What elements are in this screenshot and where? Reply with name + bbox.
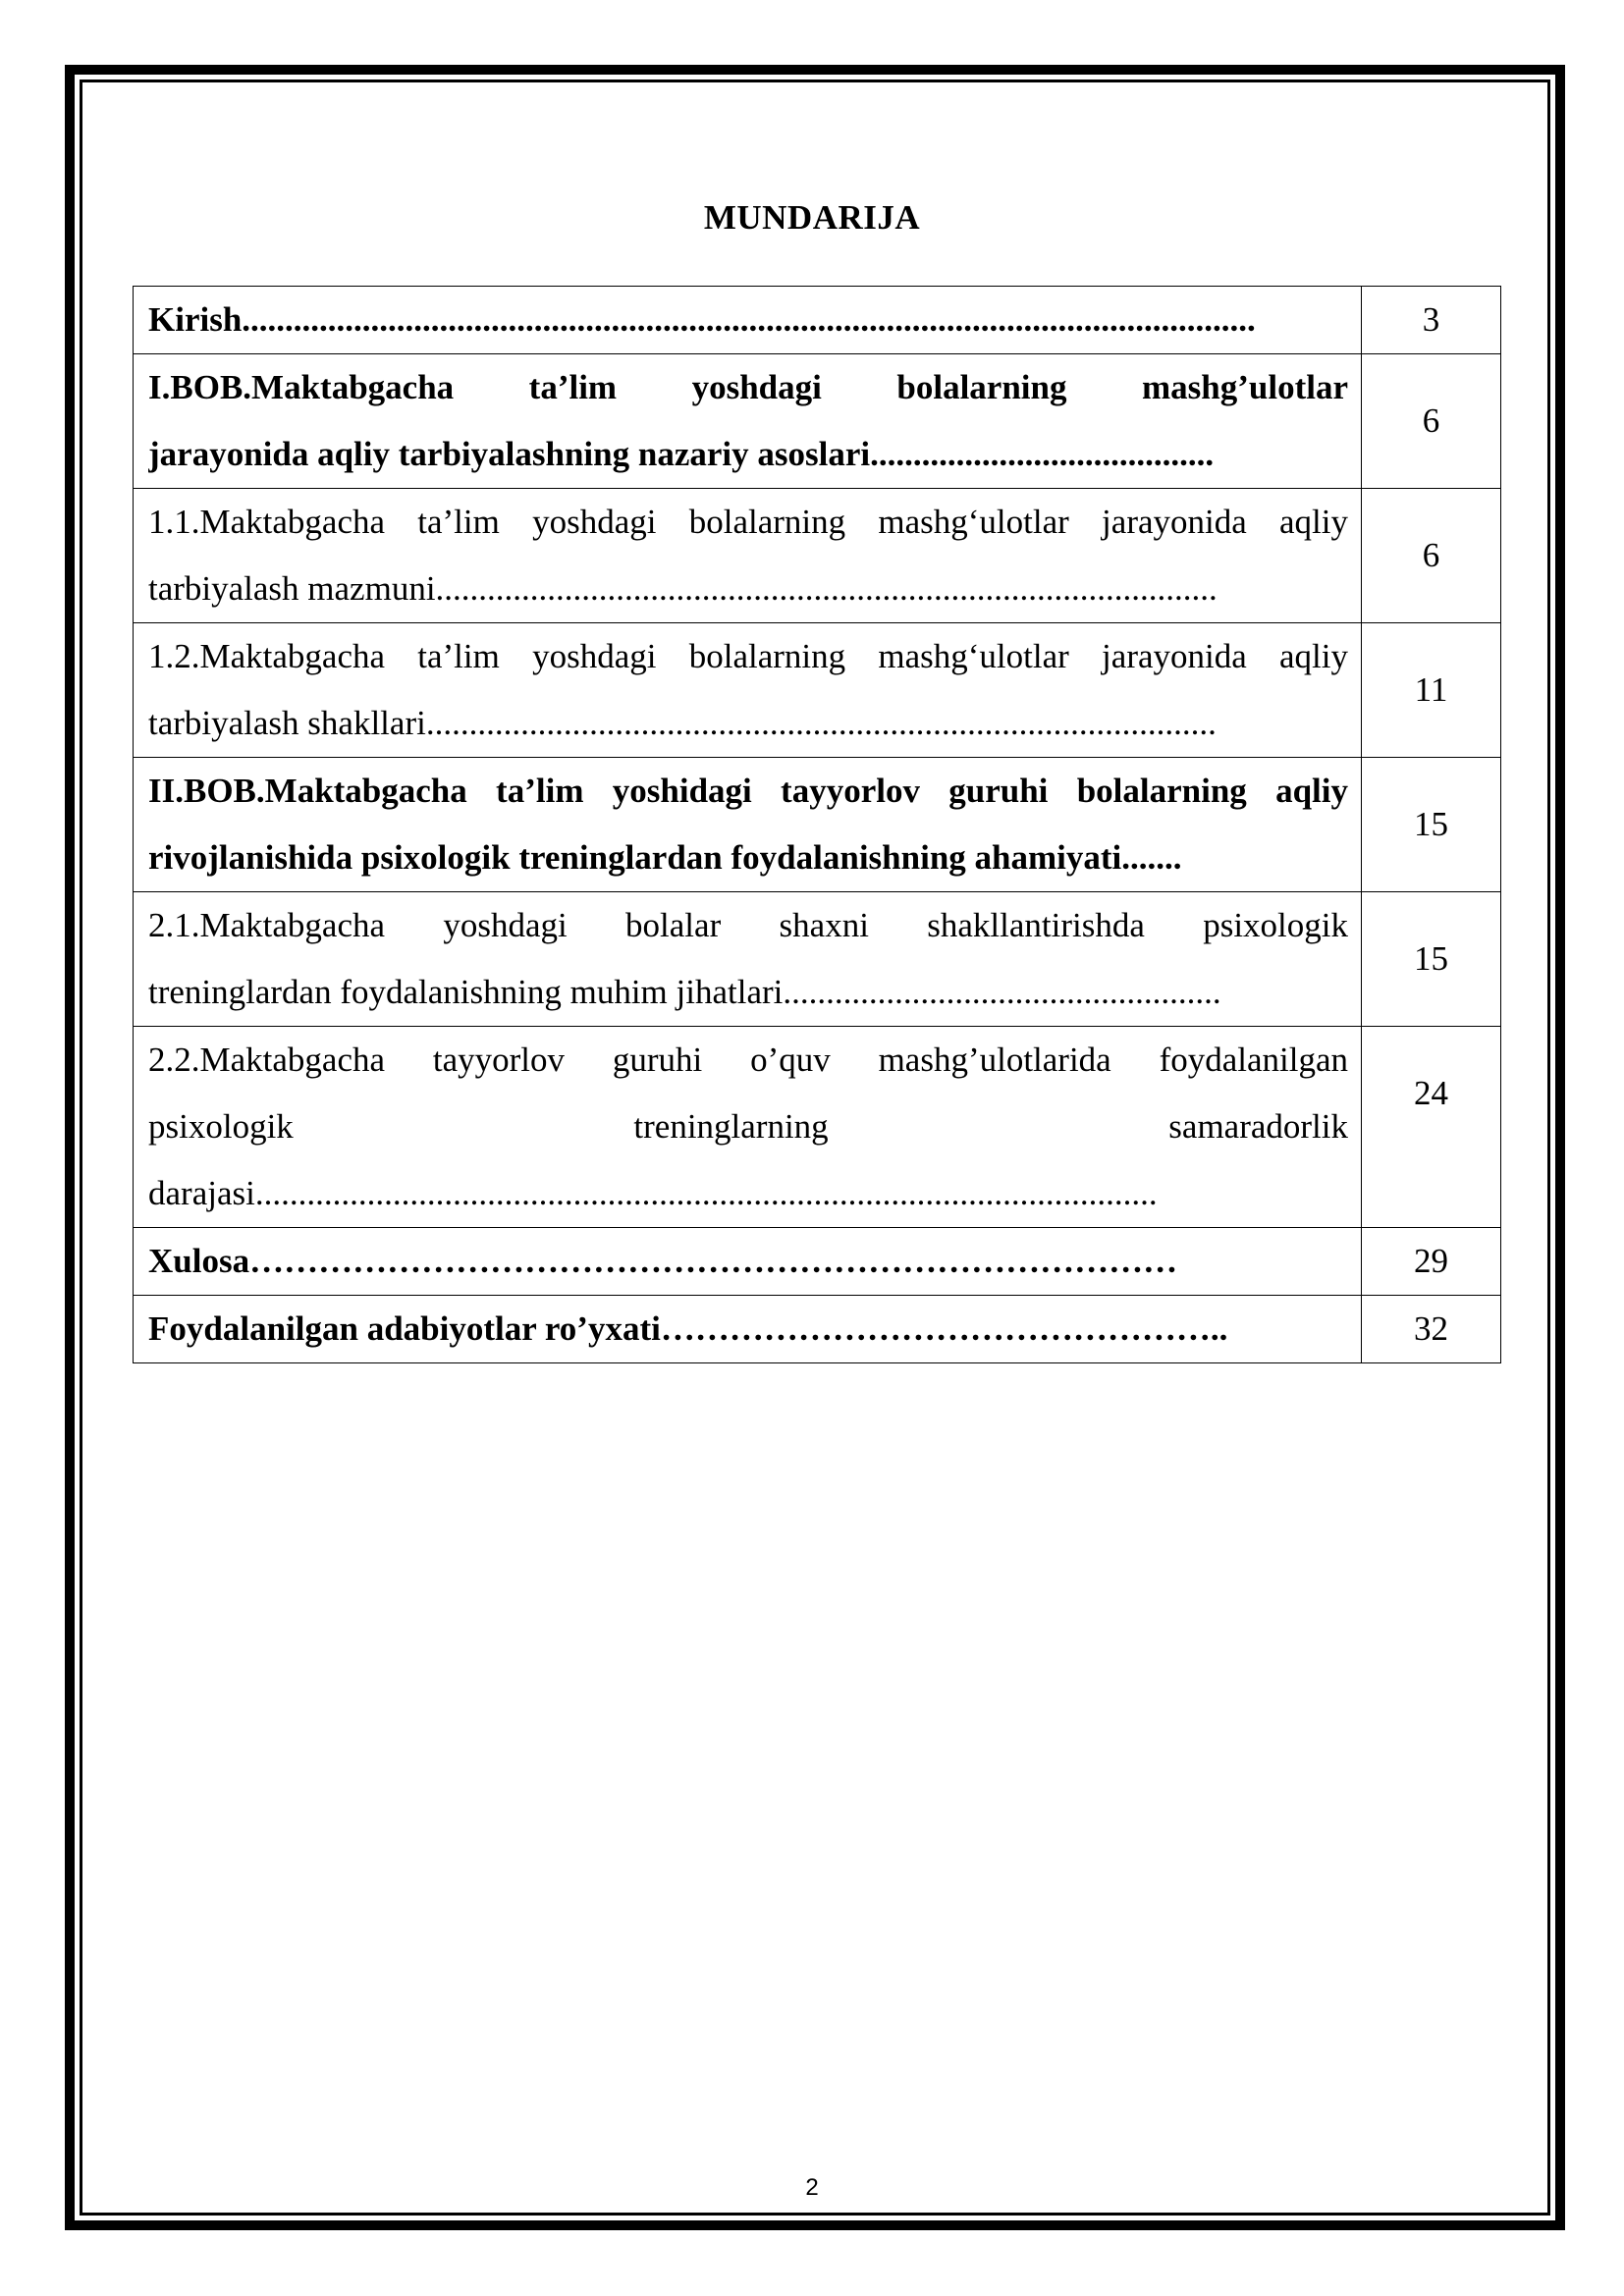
toc-row (134, 1228, 1501, 1296)
toc-page-number: 15 (1362, 892, 1501, 1027)
toc-entry-line: darajasi......................................................................................................... (148, 1174, 1158, 1212)
toc-entry-line: 1.2.Maktabgacha ta’lim yoshdagi bolalarning mashg‘ulotlar jarayonida aqliy (148, 637, 1348, 675)
toc-entry (134, 354, 1362, 489)
toc-row (134, 1027, 1501, 1228)
toc-entry-line: tarbiyalash mazmuni........................................................................................... (148, 569, 1218, 608)
toc-entry-line: 2.2.Maktabgacha tayyorlov guruhi o’quv mashg’ulotlarida foydalanilgan (148, 1041, 1348, 1079)
toc-entry (134, 1296, 1362, 1363)
toc-page-number: 32 (1362, 1296, 1501, 1363)
toc-entry-line: II.BOB.Maktabgacha ta’lim yoshidagi tayyorlov guruhi bolalarning aqliy (148, 772, 1348, 810)
toc-page-number: 15 (1362, 758, 1501, 892)
toc-entry-line: 1.1.Maktabgacha ta’lim yoshdagi bolalarning mashg‘ulotlar jarayonida aqliy (148, 503, 1348, 541)
toc-page-number: 3 (1362, 287, 1501, 354)
toc-entry (134, 1027, 1362, 1228)
toc-entry-line: Kirish...................................................................................................................... (148, 300, 1256, 339)
toc-row (134, 758, 1501, 892)
toc-entry-line: treninglardan foydalanishning muhim jihatlari................................................... (148, 973, 1221, 1011)
toc-entry-line: psixologik treninglarning samaradorlik (148, 1107, 1348, 1146)
toc-row (134, 489, 1501, 623)
toc-page-number: 24 (1362, 1027, 1501, 1228)
toc-row (134, 354, 1501, 489)
toc-entry (134, 892, 1362, 1027)
toc-entry-line: jarayonida aqliy tarbiyalashning nazariy asoslari........................................ (148, 435, 1215, 473)
toc-entry-line: tarbiyalash shakllari............................................................................................ (148, 704, 1217, 742)
toc-entry-line: 2.1.Maktabgacha yoshdagi bolalar shaxni shakllantirishda psixologik (148, 906, 1348, 944)
document-title: MUNDARIJA (703, 198, 921, 237)
toc-entry (134, 623, 1362, 758)
toc-entry-line: rivojlanishida psixologik treninglardan foydalanishning ahamiyati....... (148, 838, 1182, 877)
toc-entry (134, 1228, 1362, 1296)
toc-page-number: 6 (1362, 489, 1501, 623)
toc-row (134, 892, 1501, 1027)
toc-row (134, 287, 1501, 354)
toc-entry-line: Xulosa……………………………………………………………………… (148, 1242, 1178, 1280)
toc-page-number: 6 (1362, 354, 1501, 489)
page-number: 2 (805, 2174, 819, 2201)
table-of-contents (133, 286, 1501, 1363)
toc-entry (134, 758, 1362, 892)
toc-entry (134, 287, 1362, 354)
toc-row (134, 623, 1501, 758)
toc-row (134, 1296, 1501, 1363)
toc-entry-line: Foydalanilgan adabiyotlar ro’yxati………………………………………….. (148, 1309, 1228, 1348)
toc-entry (134, 489, 1362, 623)
toc-page-number: 11 (1362, 623, 1501, 758)
toc-page-number: 29 (1362, 1228, 1501, 1296)
toc-entry-line: I.BOB.Maktabgacha ta’lim yoshdagi bolalarning mashg’ulotlar (148, 368, 1348, 406)
